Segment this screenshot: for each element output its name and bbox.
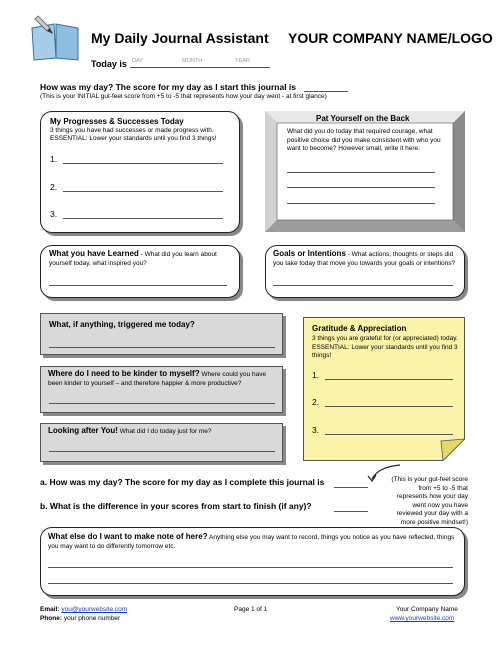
date-day-label: DAY [132,58,143,64]
pat-line-1[interactable] [287,172,435,173]
final-score-note: (This is your gut-feel score from +5 to -5 that represents how your day went now you have reviewed your day with a more positive mindset!) [391,476,468,526]
triggered-line[interactable] [49,347,275,348]
progress-num-1: 1. [50,154,58,164]
progress-desc-1: 3 things you have had successes or made progress with. [50,127,214,134]
footer-phone-label: Phone: [40,615,63,622]
notes-line-2[interactable] [48,583,453,584]
progress-line-1[interactable] [63,163,223,164]
after-desc: What did I do today just for me? [117,428,212,435]
kinder-line[interactable] [49,403,275,404]
page-title: My Daily Journal Assistant [91,30,269,46]
footer-website-link[interactable]: www.yourwebsite.com [390,615,455,622]
goals-line[interactable] [273,285,453,286]
triggered-title: What, if anything, triggered me today? [49,320,195,329]
final-score-question: a. How was my day? The score for my day as I complete this journal is [40,477,325,487]
progress-desc-2: ESSENTIAL: Lower your standards until you find 3 things! [50,135,217,142]
goals-title: Goals or Intentions [273,249,346,258]
final-score-field[interactable] [334,487,368,488]
gratitude-desc: 3 things you are grateful for (or appreciated) today. ESSENTIAL: Lower your standards until you find 3 things! [312,335,458,359]
learned-title: What you have Learned [49,249,139,258]
learned-text [49,250,233,268]
pat-line-3[interactable] [287,203,435,204]
date-year-label: YEAR [235,58,250,64]
goals-text [273,250,459,268]
difference-question: b. What is the difference in your scores from start to finish (if any)? [40,501,312,511]
after-line[interactable] [49,451,275,452]
company-logo-placeholder: YOUR COMPANY NAME/LOGO [288,30,493,46]
footer-email [40,606,127,613]
kinder-desc: Where could you have been kinder to yourself – and therefore happier & more productive? [48,371,267,387]
learned-line[interactable] [49,285,227,286]
notes-line-1[interactable] [48,567,453,568]
today-label: Today is [91,59,127,69]
initial-score-note: (This is your INITIAL gut-feel score from +5 to -5 that represents how your day went - at first glance) [40,93,327,100]
after-title: Looking after You! [48,426,118,435]
gratitude-line-2[interactable] [325,406,453,407]
progress-line-2[interactable] [63,191,223,192]
initial-score-field[interactable] [304,91,348,92]
pat-title: Pat Yourself on the Back [316,114,410,123]
progress-num-2: 2. [50,182,58,192]
progress-line-3[interactable] [63,218,223,219]
footer-email-label: Email: [40,606,60,613]
journal-icon [28,14,84,64]
footer-company: Your Company Name [396,606,458,613]
notes-text [48,533,458,551]
gratitude-line-3[interactable] [325,434,453,435]
kinder-title: Where do I need to be kinder to myself? [48,369,200,378]
date-field[interactable] [130,67,270,68]
difference-field[interactable] [334,511,368,512]
pat-line-2[interactable] [287,187,435,188]
kinder-text [48,370,278,388]
date-month-label: MONTH [182,58,203,64]
footer-page-number: Page 1 of 1 [234,606,268,613]
footer-email-link[interactable]: you@yourwebsite.com [61,606,128,613]
notes-title: What else do I want to make note of here? [48,532,208,541]
gratitude-title: Gratitude & Appreciation [312,324,407,333]
learned-desc: - What did you learn about yourself today, what inspired you? [49,251,217,267]
gratitude-line-1[interactable] [325,379,453,380]
gratitude-num-1: 1. [312,370,320,380]
pat-desc: What did you do today that required courage, what positive choice did you make consistent with who you want to become? However small, write it here: [287,128,441,152]
initial-score-question: How was my day? The score for my day as I start this journal is [40,82,297,92]
gratitude-num-3: 3. [312,425,320,435]
gratitude-num-2: 2. [312,397,320,407]
progress-title: My Progresses & Successes Today [50,117,184,126]
goals-desc: - What actions, thoughts or steps did you take today that move you towards your goals or intentions? [273,251,456,267]
notes-desc: Anything else you may want to record, things you notice as you have reflected, things you may want to do differently tomorrow etc. [48,534,455,550]
footer-phone [40,615,120,622]
after-text [48,427,278,437]
progress-num-3: 3. [50,209,58,219]
footer-phone-value: your phone number [63,615,121,622]
